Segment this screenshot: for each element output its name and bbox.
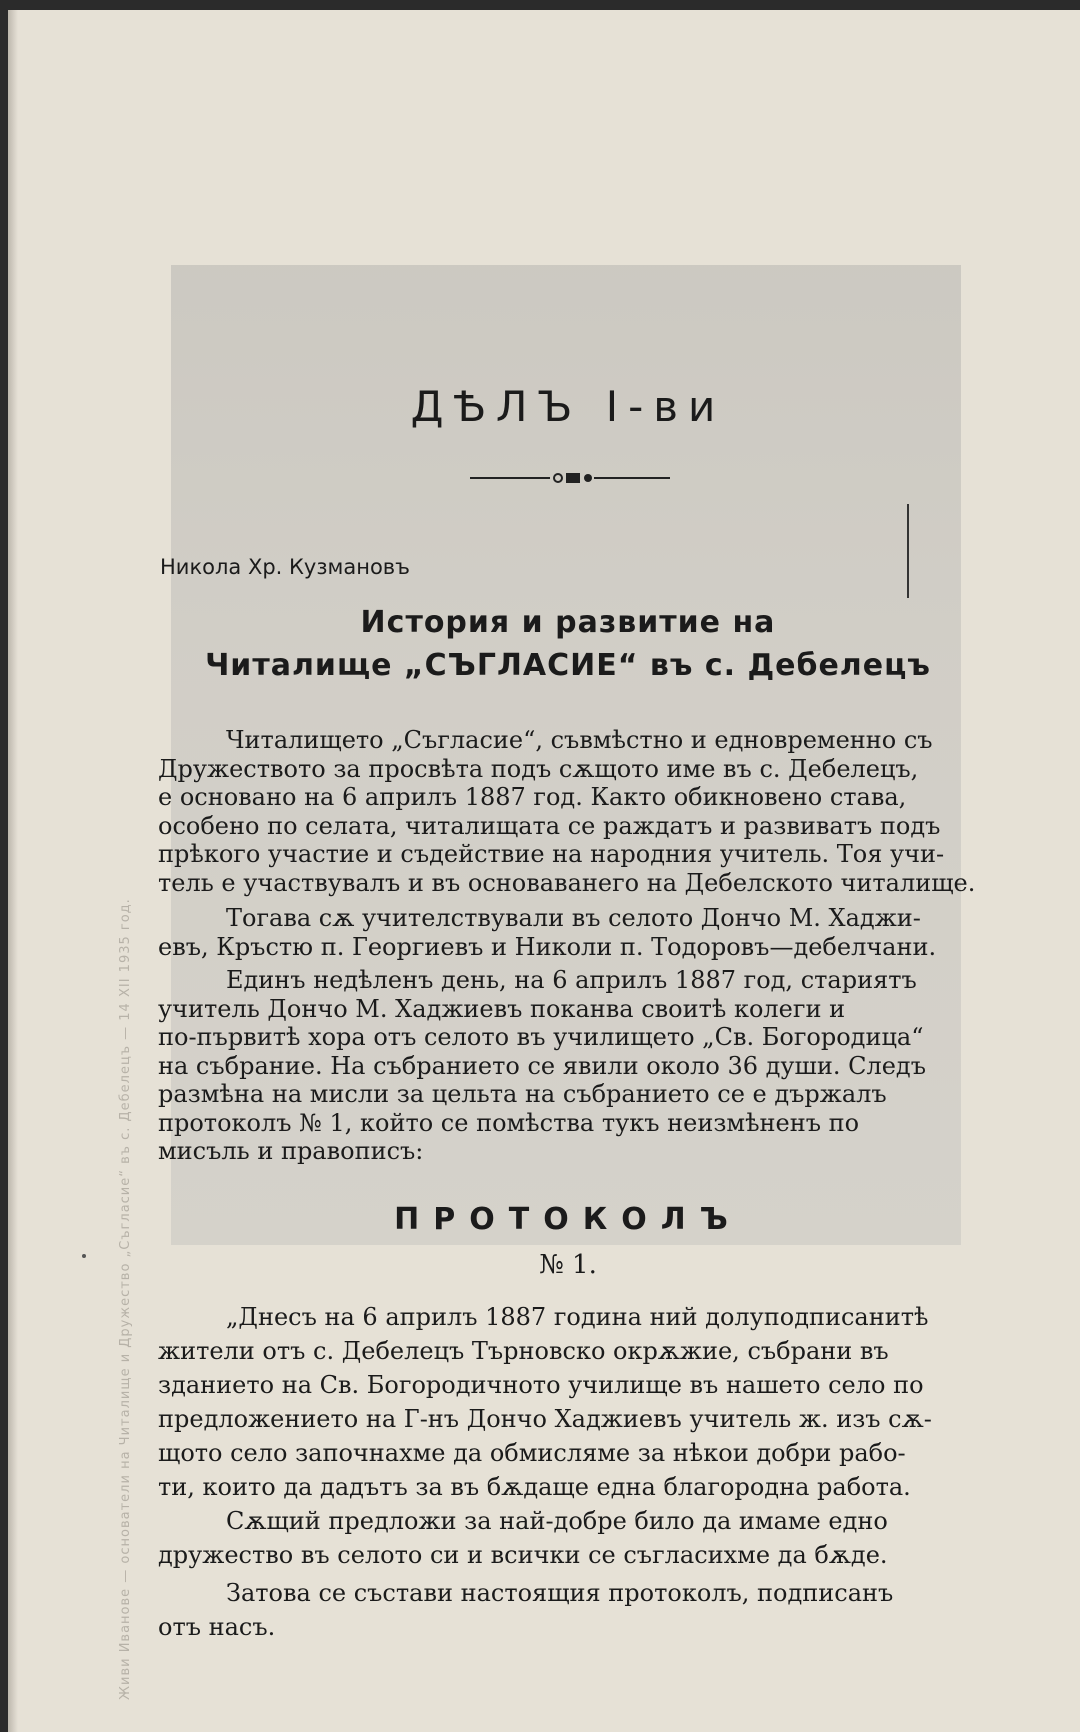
protocol-paragraph-2 — [158, 1504, 990, 1572]
text-line: Затова се състави настоящия протоколъ, подписанъ — [226, 1579, 894, 1607]
text-line: дружество въ селото си и всички се съгласихме да бѫде. — [158, 1541, 888, 1569]
ornament-divider-icon — [470, 470, 670, 486]
text-line: размѣна на мисли за цельта на събранието се е държалъ — [158, 1080, 887, 1108]
text-line: Читалището „Съгласие“, съвмѣстно и едновременно съ — [226, 726, 933, 754]
margin-caption: Живи Иванове — основатели на Читалище и Дружество „Съгласие“ въ с. Дебелецъ — 14 XII 1935 год. — [118, 898, 133, 1700]
text-line: предложението на Г-нъ Дончо Хаджиевъ учитель ж. изъ сѫ- — [158, 1405, 932, 1433]
article-title-line-2: Читалище „СЪГЛАСИЕ“ въ с. Дебелецъ — [205, 648, 931, 683]
intro-paragraph-1 — [158, 726, 990, 897]
text-line: Сѫщий предложи за най-добре било да имаме едно — [226, 1507, 888, 1535]
author-name: Никола Хр. Кузмановъ — [160, 555, 411, 579]
protocol-paragraph-3 — [158, 1576, 990, 1644]
intro-paragraph-2 — [158, 904, 990, 961]
intro-paragraph-3 — [158, 966, 990, 1166]
part-heading: ДѢЛЪ I-ви — [410, 382, 726, 431]
text-line: особено по селата, читалищата се раждатъ и развиватъ подъ — [158, 811, 941, 840]
protocol-heading: ПРОТОКОЛЪ — [394, 1202, 742, 1237]
book-page — [8, 10, 1080, 1732]
text-line: протоколъ № 1, който се помѣства тукъ неизмѣненъ по — [158, 1108, 860, 1137]
protocol-paragraph-1 — [158, 1300, 990, 1504]
article-title-line-1: История и развитие на — [360, 605, 776, 640]
text-line: Дружеството за просвѣта подъ сѫщото име въ с. Дебелецъ, — [158, 754, 919, 783]
text-line: прѣкого участие и съдействие на народния учитель. Тоя учи- — [158, 840, 945, 868]
text-line: евъ, Кръстю п. Георгиевъ и Николи п. Тодоровъ—дебелчани. — [158, 932, 937, 961]
page-edge-shadow — [8, 10, 18, 1732]
text-line: Единъ недѣленъ день, на 6 априлъ 1887 год, стариятъ — [226, 966, 917, 994]
text-line: мисъль и правописъ: — [158, 1137, 424, 1165]
text-line: „Днесъ на 6 априлъ 1887 година ний долуподписанитѣ — [226, 1303, 929, 1331]
print-speck — [82, 1254, 86, 1258]
text-line: жители отъ с. Дебелецъ Търновско окрѫжие, събрани въ — [158, 1337, 889, 1365]
text-line: тель е участвувалъ и въ основаванего на Дебелското читалище. — [158, 868, 976, 897]
text-line: ти, които да дадътъ за въ бѫдаще една благородна работа. — [158, 1473, 911, 1501]
protocol-number: № 1. — [539, 1250, 597, 1280]
text-line: отъ насъ. — [158, 1613, 276, 1641]
text-line: Тогава сѫ учителствували въ селото Дончо М. Хаджи- — [226, 904, 921, 932]
text-line: е основано на 6 априлъ 1887 год. Както обикновено става, — [158, 783, 907, 811]
text-line: на събрание. На събранието се явили около 36 души. Следъ — [158, 1051, 926, 1080]
text-line: по-първитѣ хора отъ селото въ училището „Св. Богородица“ — [158, 1023, 924, 1051]
text-line: учитель Дончо М. Хаджиевъ поканва своитѣ колеги и — [158, 994, 846, 1023]
print-scratch — [907, 504, 909, 598]
text-line: щото село започнахме да обмисляме за нѣкои добри рабо- — [158, 1439, 906, 1467]
text-line: зданието на Св. Богородичното училище въ нашето село по — [158, 1371, 924, 1399]
